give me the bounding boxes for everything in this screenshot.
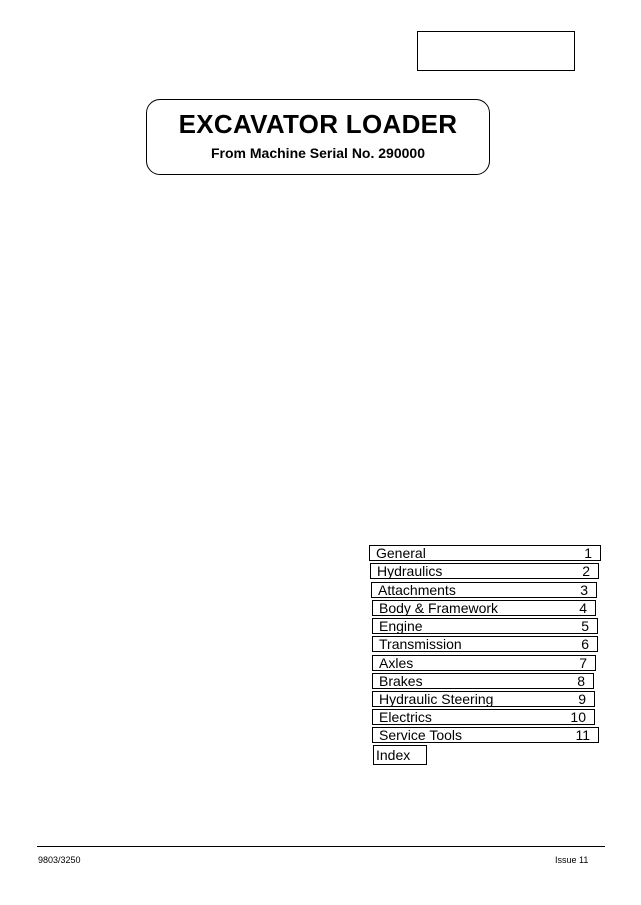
section-label: Hydraulic Steering	[379, 691, 494, 707]
section-number: 1	[584, 545, 592, 561]
page-title: EXCAVATOR LOADER	[178, 109, 458, 139]
section-label: General	[376, 545, 426, 561]
section-tab-axles[interactable]	[372, 655, 596, 671]
section-tab-attachments[interactable]	[371, 582, 597, 598]
page-subtitle: From Machine Serial No. 290000	[211, 145, 425, 161]
section-tab-hydraulic-steering[interactable]	[372, 691, 595, 707]
section-tab-transmission[interactable]	[372, 636, 598, 652]
section-tab-body-framework[interactable]	[372, 600, 596, 616]
section-tab-service-tools[interactable]	[372, 727, 599, 743]
section-number: 8	[577, 673, 585, 689]
section-tab-index[interactable]	[373, 745, 427, 765]
section-number: 7	[579, 655, 587, 671]
section-tab-electrics[interactable]	[372, 709, 595, 725]
section-number: 2	[582, 563, 590, 579]
section-number: 11	[575, 727, 590, 743]
section-label: Service Tools	[379, 727, 463, 743]
title-panel	[146, 99, 490, 175]
section-label: Electrics	[379, 709, 432, 725]
section-tab-brakes[interactable]	[372, 673, 594, 689]
section-label: Hydraulics	[377, 563, 443, 579]
section-number: 3	[580, 582, 588, 598]
issue-number: Issue 11	[555, 855, 589, 865]
section-tab-hydraulics[interactable]	[370, 563, 599, 579]
section-label: Engine	[379, 618, 423, 634]
section-tab-engine[interactable]	[372, 618, 598, 634]
section-label: Body & Framework	[379, 600, 499, 616]
footer-divider	[37, 846, 605, 847]
section-number: 4	[579, 600, 587, 616]
section-label: Index	[376, 747, 411, 763]
blank-label-box	[417, 31, 575, 71]
section-label: Transmission	[379, 636, 462, 652]
section-label: Axles	[379, 655, 414, 671]
section-number: 9	[578, 691, 586, 707]
section-number: 10	[570, 709, 586, 725]
section-label: Attachments	[378, 582, 456, 598]
document-number: 9803/3250	[38, 855, 81, 865]
section-number: 5	[581, 618, 589, 634]
section-label: Brakes	[379, 673, 423, 689]
section-tab-general[interactable]	[369, 545, 601, 561]
section-number: 6	[581, 636, 589, 652]
